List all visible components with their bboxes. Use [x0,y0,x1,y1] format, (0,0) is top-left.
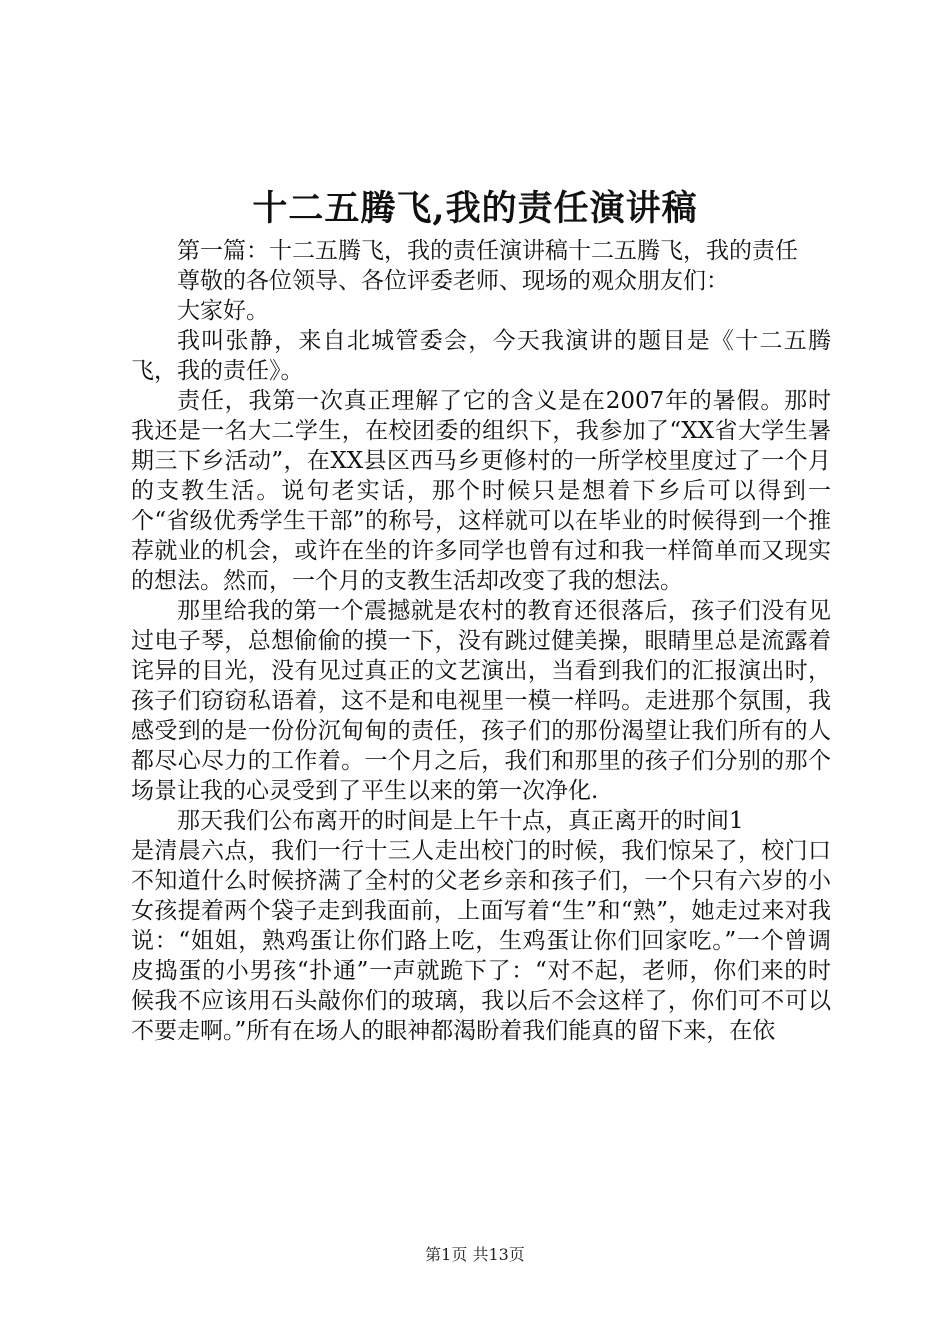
document-title: 十二五腾飞,我的责任演讲稿 [252,188,698,229]
paragraph-farewell: 是清晨六点，我们一行十三人走出校门的时候，我们惊呆了，校门口不知道什么时候挤满了全村的父老乡亲和孩子们，一个只有六岁的小女孩提着两个袋子走到我面前，上面写着“生”和“熟”，她走过来对我说：“姐姐，熟鸡蛋让你们路上吃，生鸡蛋让你们回家吃。”一个曾调皮捣蛋的小男孩“扑通”一声就跪下了：“对不起，老师，你们来的时候我不应该用石头敲你们的玻璃，我以后不会这样了，你们可不可以不要走啊。”所有在场人的眼神都渴盼着我们能真的留下来，在依 [131,838,831,1044]
paragraph-greeting: 大家好。 [177,298,269,324]
paragraph-responsibility: 责任，我第一次真正理解了它的含义是在2007年的暑假。那时我还是一名大二学生，在校团委的组织下，我参加了“XX省大学生暑期三下乡活动”，在XX县区西马乡更修村的一所学校里度过了一个月的支教生活。说句老实话，那个时候只是想着下乡后可以得到一个“省级优秀学生干部”的称号，这样就可以在毕业的时候得到一个推荐就业的机会，或许在坐的许多同学也曾有过和我一样简单而又现实的想法。然而，一个月的支教生活却改变了我的想法。 [131,388,831,594]
document-body [131,236,831,1046]
paragraph-impression: 那里给我的第一个震撼就是农村的教育还很落后，孩子们没有见过电子琴，总想偷偷的摸一下，没有跳过健美操，眼睛里总是流露着诧异的目光，没有见过真正的文艺演出，当看到我们的汇报演出时，孩子们窃窃私语着，这不是和电视里一模一样吗。走进那个氛围，我感受到的是一份份沉甸甸的责任，孩子们的那份渴望让我们所有的人都尽心尽力的工作着。一个月之后，我们和那里的孩子们分别的那个场景让我的心灵受到了平生以来的第一次净化. [131,598,831,804]
paragraph-departure: 那天我们公布离开的时间是上午十点，真正离开的时间1 [177,808,744,834]
page-footer: 第1页 共13页 [425,1245,525,1264]
paragraph-intro: 我叫张静，来自北城管委会，今天我演讲的题目是《十二五腾飞，我的责任》。 [131,328,831,384]
paragraph-heading: 第一篇：十二五腾飞，我的责任演讲稿十二五腾飞，我的责任 [177,238,798,264]
paragraph-salutation: 尊敬的各位领导、各位评委老师、现场的观众朋友们： [177,268,729,294]
